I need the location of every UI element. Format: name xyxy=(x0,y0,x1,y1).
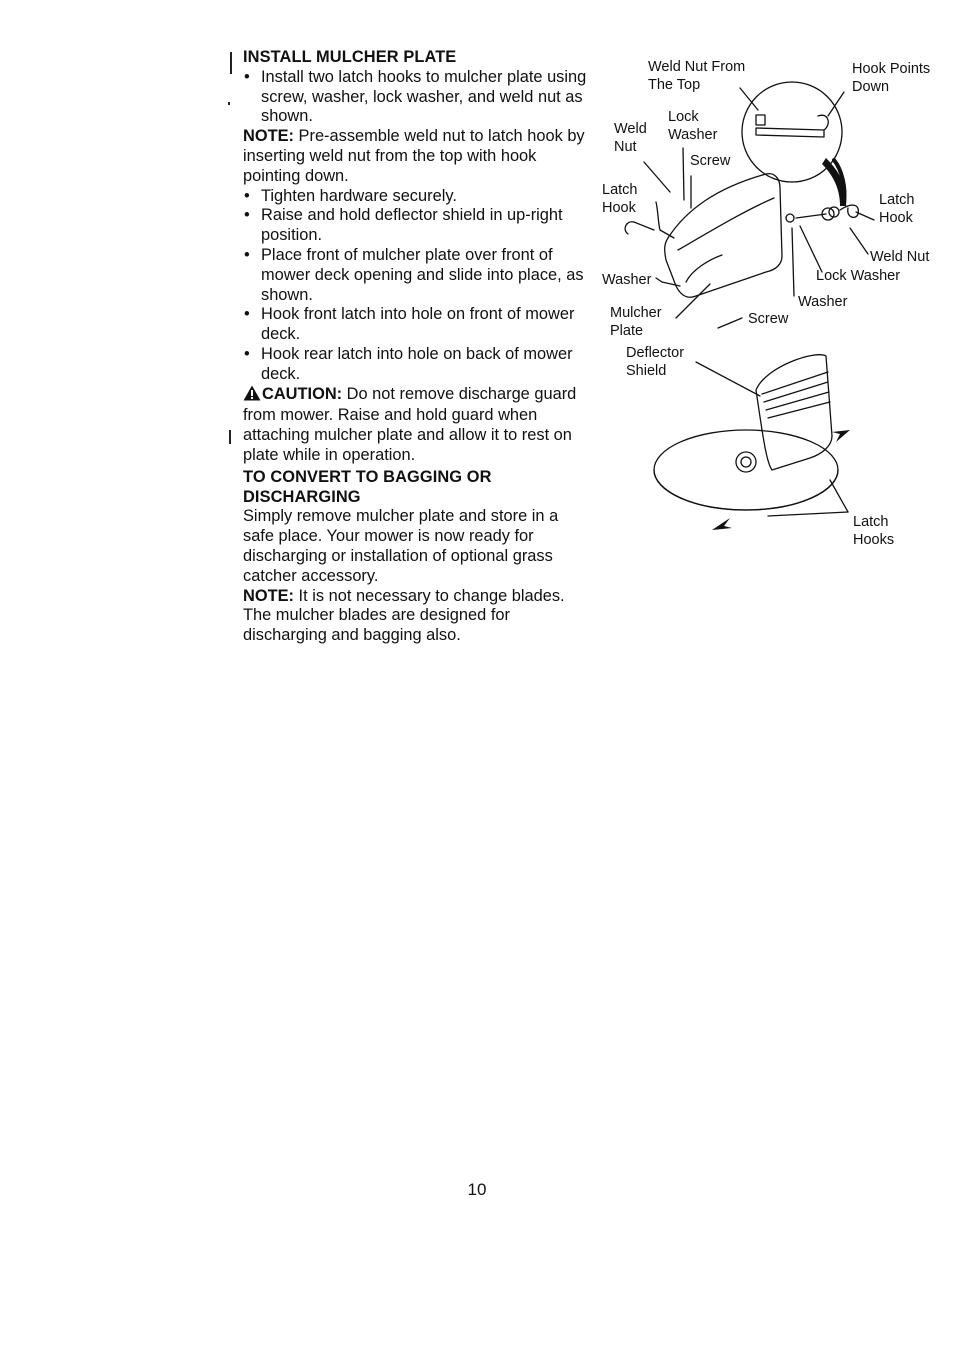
text-column xyxy=(243,48,588,646)
margin-mark xyxy=(230,52,232,74)
bullet-raise-shield: • Raise and hold deflector shield in up-right position. xyxy=(243,206,588,246)
caution-text: Do not remove discharge guard from mower. Raise and hold guard when attaching mulcher plate and allow it to rest on plate while in operation. xyxy=(243,384,577,464)
mulcher-plate-shape xyxy=(665,174,782,298)
bullet-tighten: • Tighten hardware securely. xyxy=(243,187,588,207)
label-latch-hook-left: Latch Hook xyxy=(602,182,638,216)
detail-hook-curve xyxy=(818,115,828,130)
note-label: NOTE: xyxy=(243,127,294,146)
note-label: NOTE: xyxy=(243,586,294,605)
convert-body: Simply remove mulcher plate and store in a safe place. Your mower is now ready for discharging or installation of optional grass catcher accessory. xyxy=(243,507,559,585)
label-lock-washer-right: Lock Washer xyxy=(816,268,901,284)
label-screw-top: Screw xyxy=(690,153,731,169)
section-heading-convert: TO CONVERT TO BAGGING OR DISCHARGING xyxy=(243,467,492,506)
label-washer-right: Washer xyxy=(798,294,848,310)
margin-mark xyxy=(229,430,231,444)
label-deflector-shield: Deflector Shield xyxy=(626,345,685,379)
label-lock-washer-top: Lock Washer xyxy=(668,109,718,143)
note-weld-nut xyxy=(243,127,588,186)
label-weld-nut-from-top: Weld Nut From The Top xyxy=(648,59,746,93)
note-text: It is not necessary to change blades. The mulcher blades are designed for discharging and bagging also. xyxy=(243,586,565,645)
caution-label: CAUTION: xyxy=(262,384,343,403)
section-heading-install: INSTALL MULCHER PLATE xyxy=(243,48,457,66)
bullet-front-latch: • Hook front latch into hole on front of mower deck. xyxy=(243,305,588,345)
bullet-install-hooks: • Install two latch hooks to mulcher plate using screw, washer, lock washer, and weld nut as shown. xyxy=(243,68,588,127)
warning-triangle-icon xyxy=(243,385,261,407)
label-hook-points-down: Hook Points Down xyxy=(852,61,931,95)
bullet-place-plate: • Place front of mulcher plate over front of mower deck opening and slide into place, as shown. xyxy=(243,246,588,305)
mulcher-plate-figure xyxy=(596,50,946,560)
caution-paragraph xyxy=(243,385,588,466)
note-blades xyxy=(243,587,588,646)
label-weld-nut-right: Weld Nut xyxy=(870,249,930,265)
label-latch-hooks: Latch Hooks xyxy=(853,514,895,548)
deflector-shield-shape xyxy=(756,355,832,470)
margin-mark xyxy=(228,102,230,105)
detail-hook-bar xyxy=(756,128,824,137)
label-washer-left: Washer xyxy=(602,272,652,288)
page-number: 10 xyxy=(467,1180,487,1199)
label-latch-hook-right: Latch Hook xyxy=(879,192,915,226)
bullet-rear-latch: • Hook rear latch into hole on back of mower deck. xyxy=(243,345,588,385)
label-mulcher-plate: Mulcher Plate xyxy=(610,305,662,339)
note-text: Pre-assemble weld nut to latch hook by inserting weld nut from the top with hook pointing down. xyxy=(243,127,585,185)
detail-weld-nut xyxy=(756,115,765,125)
label-weld-nut-left: Weld Nut xyxy=(614,121,647,155)
label-screw-bottom: Screw xyxy=(748,311,789,327)
